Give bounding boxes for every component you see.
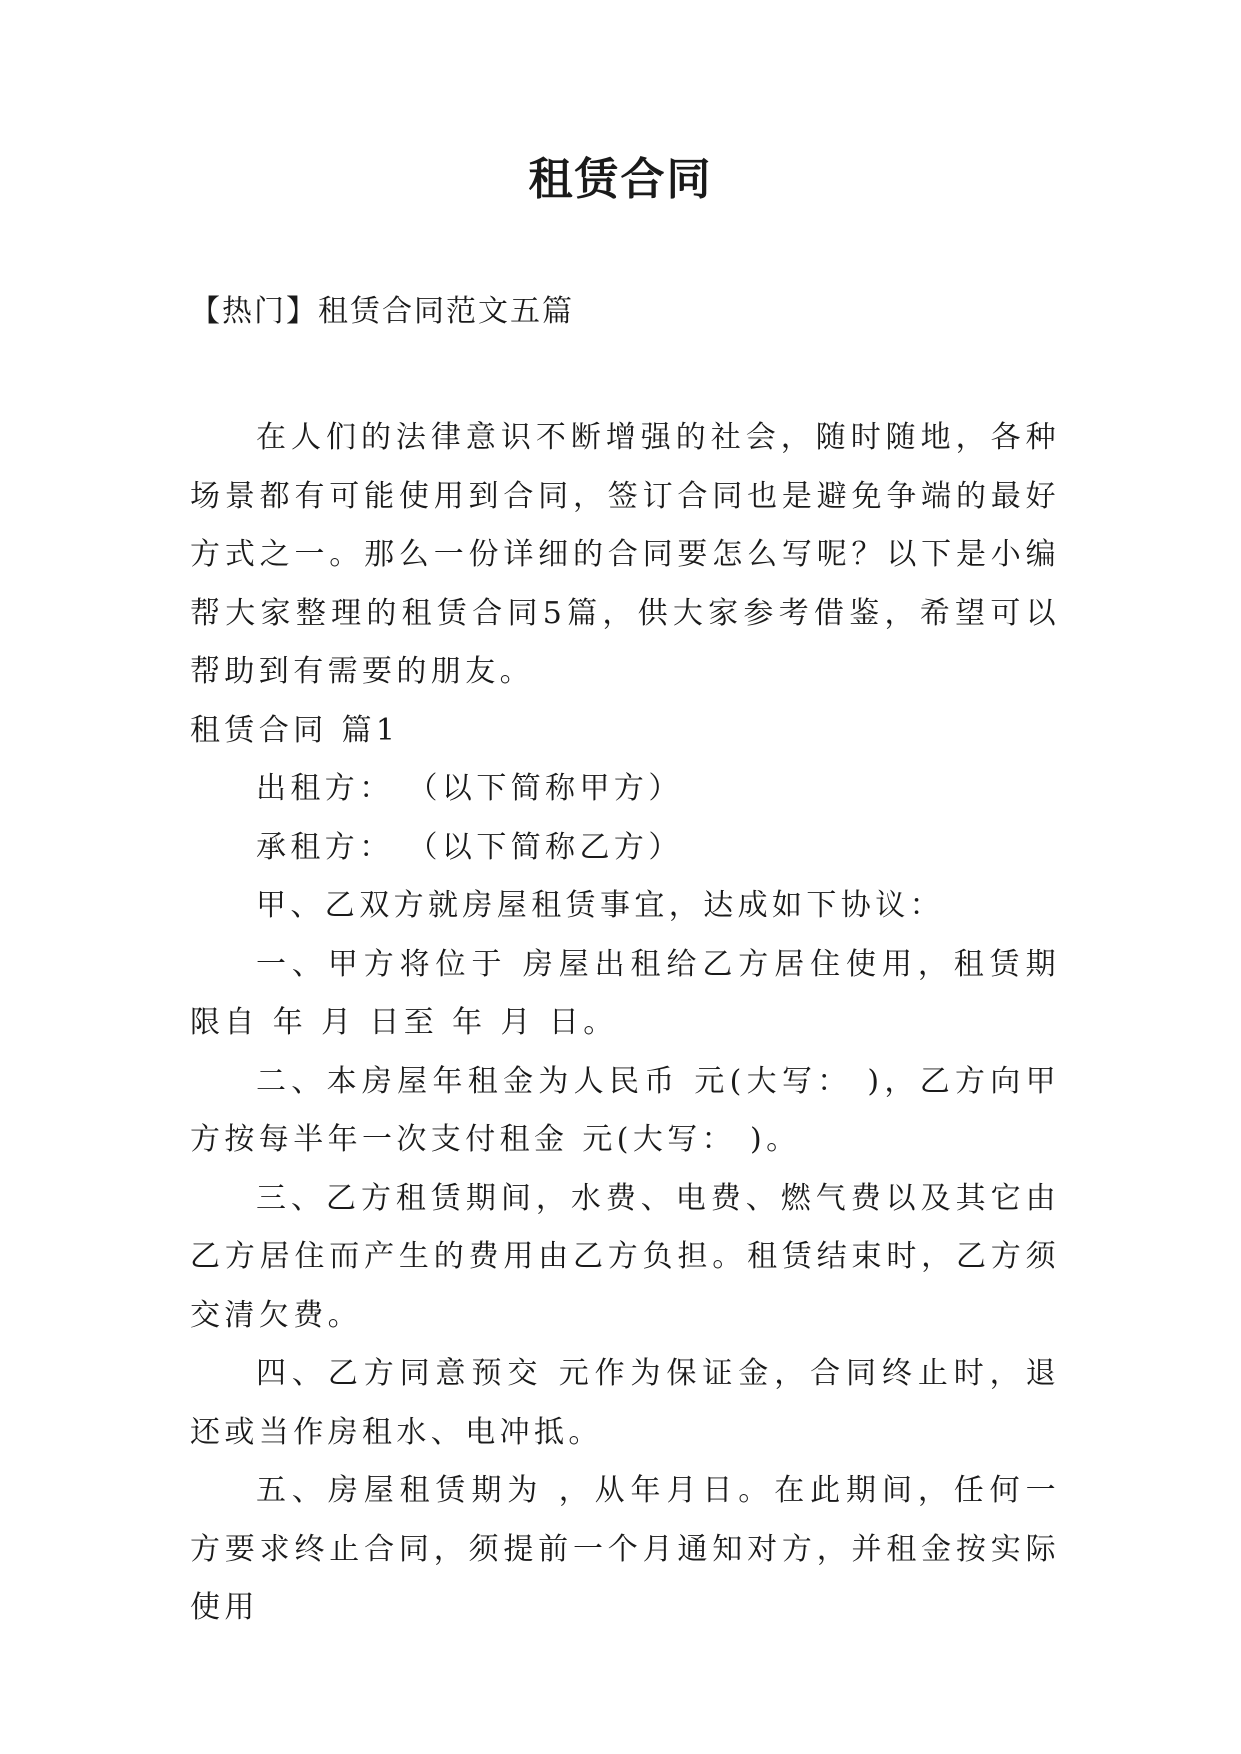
clause-5: 五、房屋租赁期为 ，从年月日。在此期间，任何一方要求终止合同，须提前一个月通知对方，并租金按实际使用: [190, 1473, 1060, 1625]
lessor-line: 出租方： （以下简称甲方）: [256, 771, 683, 806]
intro-paragraph: 在人们的法律意识不断增强的社会，随时随地，各种场景都有可能使用到合同，签订合同也是避免争端的最好方式之一。那么一份详细的合同要怎么写呢？以下是小编帮大家整理的租赁合同5篇，供大家参考借鉴，希望可以帮助到有需要的朋友。: [190, 420, 1060, 689]
document-body: [190, 409, 1060, 1638]
document-title: 租赁合同: [528, 154, 713, 205]
section-heading: 租赁合同 篇1: [190, 712, 400, 748]
clause-4: 四、乙方同意预交 元作为保证金，合同终止时，退还或当作房租水、电冲抵。: [190, 1356, 1060, 1450]
document-subtitle: 【热门】租赁合同范文五篇: [190, 294, 574, 329]
agreement-line: 甲、乙双方就房屋租赁事宜，达成如下协议：: [256, 888, 944, 923]
clause-3: 三、乙方租赁期间，水费、电费、燃气费以及其它由乙方居住而产生的费用由乙方负担。租赁结束时，乙方须交清欠费。: [190, 1180, 1060, 1333]
clause-1: 一、甲方将位于 房屋出租给乙方居住使用，租赁期限自 年 月 日至 年 月 日。: [190, 946, 1060, 1040]
clause-2: 二、本房屋年租金为人民币 元(大写： )，乙方向甲方按每半年一次支付租金 元(大写： )。: [190, 1063, 1060, 1157]
lessee-line: 承租方： （以下简称乙方）: [256, 829, 683, 865]
